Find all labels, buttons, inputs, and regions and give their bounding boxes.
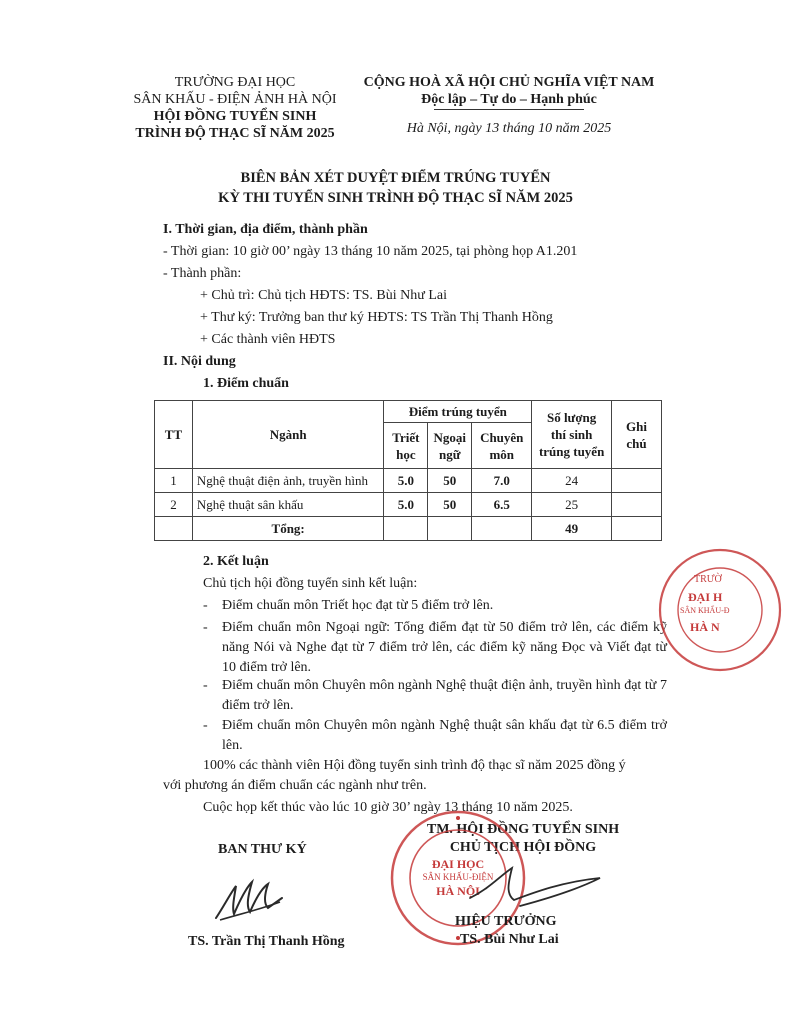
header-ngoai-line2: ngữ — [439, 446, 461, 462]
row-tt: 2 — [155, 493, 193, 517]
header-ghi-line1: Ghi — [626, 418, 647, 434]
country-name: CỘNG HOÀ XÃ HỘI CHỦ NGHĨA VIỆT NAM — [363, 75, 655, 90]
council-name: HỘI ĐỒNG TUYỂN SINH — [153, 109, 317, 124]
header-ngoai-line1: Ngoại — [433, 429, 467, 445]
header-ghi-line2: chú — [626, 435, 647, 451]
header-ngoai — [428, 423, 472, 469]
secretary-name: TS. Trần Thị Thanh Hồng — [188, 934, 345, 949]
conclusion-item-3: Điểm chuẩn môn Chuyên môn ngành Nghệ thuật điện ảnh, truyền hình đạt từ 7 điểm trở lên. — [222, 678, 667, 713]
row-chuyen: 6.5 — [472, 493, 532, 517]
bullet-dash: - — [203, 718, 208, 733]
row-ngoai: 50 — [428, 493, 472, 517]
stamp-text-line2: SÂN KHẤU-ĐIỆN — [422, 872, 494, 882]
member-secretary: + Thư ký: Trưởng ban thư ký HĐTS: TS Trần Thị Thanh Hồng — [200, 310, 553, 325]
row-ngoai: 50 — [428, 469, 472, 493]
members-label: - Thành phần: — [163, 266, 242, 281]
subsection-conclusion: 2. Kết luận — [203, 554, 269, 569]
side-stamp-line2: ĐẠI H — [688, 590, 723, 604]
title-line2: KỲ THI TUYỂN SINH TRÌNH ĐỘ THẠC SĨ NĂM 2025 — [218, 190, 573, 206]
subsection-score: 1. Điểm chuẩn — [203, 376, 289, 391]
council-level: TRÌNH ĐỘ THẠC SĨ NĂM 2025 — [135, 126, 335, 141]
motto-underline — [434, 109, 584, 110]
school-name-line1: TRƯỜNG ĐẠI HỌC — [174, 75, 296, 90]
section2-heading: II. Nội dung — [163, 354, 236, 369]
total-label: Tổng: — [192, 517, 383, 541]
chair-title-line1: TM. HỘI ĐỒNG TUYỂN SINH — [426, 822, 620, 837]
member-chair: + Chủ trì: Chủ tịch HĐTS: TS. Bùi Như Lai — [200, 288, 448, 303]
header-sl-line1: Số lượng — [546, 410, 597, 425]
total-value: 49 — [532, 517, 612, 541]
conclusion-item-1: Điểm chuẩn môn Triết học đạt từ 5 điểm trở lên. — [222, 598, 494, 613]
header-chuyen-line1: Chuyên — [480, 429, 524, 445]
chair-title-line2: CHỦ TỊCH HỘI ĐỒNG — [449, 840, 597, 855]
header-sl-line3: trúng tuyển — [538, 444, 605, 459]
header-nganh: Ngành — [192, 401, 383, 469]
header-triet-line1: Triết — [392, 429, 420, 445]
stamp-text-line3: HÀ NỘI — [436, 884, 480, 898]
header-chuyen-line2: môn — [489, 446, 515, 462]
table-row — [155, 493, 662, 517]
chair-name: TS. Bùi Như Lai — [460, 932, 559, 947]
bullet-dash: - — [203, 598, 208, 613]
row-ghi — [612, 469, 662, 493]
conclusion-item-2: Điểm chuẩn môn Ngoại ngữ: Tổng điểm đạt từ 50 điểm trở lên, các điểm kỹ năng Nói và Nghe đạt từ 7 điểm trở lên, các điểm kỹ năng Đọc và Viết đạt từ 10 điểm trở lên. — [222, 620, 667, 675]
side-stamp-line4: HÀ N — [690, 620, 720, 634]
bullet-dash: - — [203, 620, 208, 635]
side-stamp-line3: SÂN KHẤU-Đ — [680, 606, 730, 615]
meeting-end: Cuộc họp kết thúc vào lúc 10 giờ 30’ ngày 13 tháng 10 năm 2025. — [203, 800, 573, 815]
row-nganh: Nghệ thuật điện ảnh, truyền hình — [192, 469, 383, 493]
header-diem: Điểm trúng tuyển — [384, 401, 532, 423]
header-so-luong — [532, 401, 612, 469]
row-sl: 24 — [532, 469, 612, 493]
table-row — [155, 469, 662, 493]
agree-line2: với phương án điểm chuẩn các ngành như trên. — [163, 778, 427, 793]
stamp-text-line1: ĐẠI HỌC — [431, 857, 485, 871]
header-tt: TT — [155, 401, 193, 469]
header-triet — [384, 423, 428, 469]
secretary-title: BAN THƯ KÝ — [218, 842, 307, 857]
meeting-time: - Thời gian: 10 giờ 00’ ngày 13 tháng 10 năm 2025, tại phòng họp A1.201 — [163, 244, 578, 259]
header-ghi-chu — [612, 401, 662, 469]
country-motto: Độc lập – Tự do – Hạnh phúc — [421, 92, 597, 107]
header-left — [120, 74, 350, 142]
header-chuyen — [472, 423, 532, 469]
row-ghi — [612, 493, 662, 517]
conclusion-intro: Chủ tịch hội đồng tuyển sinh kết luận: — [203, 576, 418, 591]
document-title — [0, 168, 791, 208]
header-triet-line2: học — [396, 446, 416, 462]
agree-line1: 100% các thành viên Hội đồng tuyển sinh trình độ thạc sĩ năm 2025 đồng ý — [203, 758, 626, 773]
row-triet: 5.0 — [384, 493, 428, 517]
row-sl: 25 — [532, 493, 612, 517]
secretary-signature — [210, 870, 290, 925]
row-triet: 5.0 — [384, 469, 428, 493]
score-table — [154, 400, 662, 541]
title-line1: BIÊN BẢN XÉT DUYỆT ĐIỂM TRÚNG TUYỂN — [240, 170, 551, 186]
member-others: + Các thành viên HĐTS — [200, 332, 336, 347]
chair-signature — [460, 858, 620, 918]
row-chuyen: 7.0 — [472, 469, 532, 493]
document-date: Hà Nội, ngày 13 tháng 10 năm 2025 — [406, 121, 612, 136]
header-sl-line2: thí sinh — [550, 427, 593, 442]
row-tt: 1 — [155, 469, 193, 493]
school-name-line2: SÂN KHẤU - ĐIỆN ẢNH HÀ NỘI — [133, 92, 337, 107]
side-stamp-line1: TRƯỜ — [694, 574, 722, 585]
section1-heading: I. Thời gian, địa điểm, thành phần — [163, 222, 368, 237]
bullet-dash: - — [203, 678, 208, 693]
header-right — [356, 74, 662, 137]
chair-role: HIỆU TRƯỞNG — [455, 914, 557, 929]
row-nganh: Nghệ thuật sân khấu — [192, 493, 383, 517]
table-total-row — [155, 517, 662, 541]
conclusion-item-4: Điểm chuẩn môn Chuyên môn ngành Nghệ thuật sân khấu đạt từ 6.5 điểm trở lên. — [222, 718, 667, 753]
